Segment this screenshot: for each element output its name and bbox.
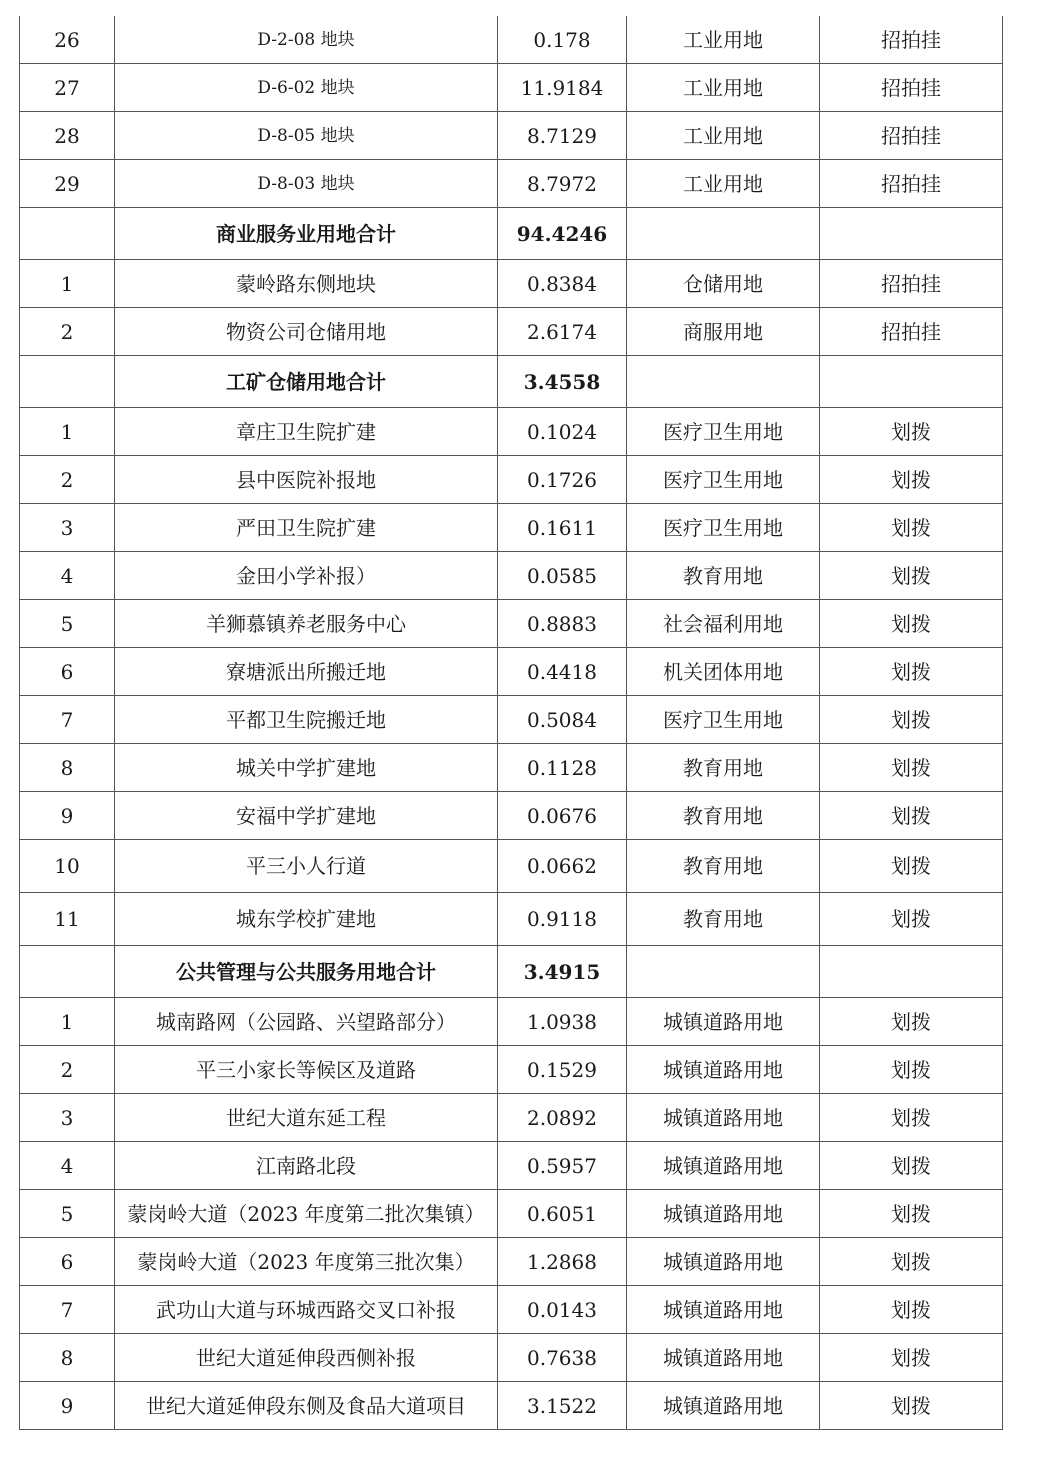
row-number-cell: 9 — [20, 1382, 115, 1430]
table-row — [20, 840, 1003, 893]
table-body — [20, 16, 1003, 1430]
land-use-cell: 商服用地 — [627, 308, 820, 356]
area-cell: 0.0662 — [498, 840, 627, 893]
table-row — [20, 16, 1003, 64]
row-number-cell: 7 — [20, 696, 115, 744]
area-cell: 0.8384 — [498, 260, 627, 308]
subtotal-blank-cell — [20, 208, 115, 260]
supply-method-cell: 划拨 — [820, 998, 1003, 1046]
table-row — [20, 792, 1003, 840]
supply-method-cell: 划拨 — [820, 504, 1003, 552]
parcel-name-cell: D-2-08 地块 — [115, 16, 498, 64]
parcel-name-cell: 章庄卫生院扩建 — [115, 408, 498, 456]
area-cell: 2.6174 — [498, 308, 627, 356]
table-row — [20, 1286, 1003, 1334]
parcel-name-cell: 羊狮慕镇养老服务中心 — [115, 600, 498, 648]
subtotal-label-cell: 工矿仓储用地合计 — [115, 356, 498, 408]
subtotal-blank-cell — [820, 356, 1003, 408]
land-use-cell: 城镇道路用地 — [627, 1190, 820, 1238]
parcel-name-cell: D-6-02 地块 — [115, 64, 498, 112]
supply-method-cell: 划拨 — [820, 648, 1003, 696]
parcel-name-cell: 蒙岗岭大道（2023 年度第三批次集） — [115, 1238, 498, 1286]
area-cell: 0.7638 — [498, 1334, 627, 1382]
land-supply-table — [19, 16, 1003, 1430]
table-row — [20, 456, 1003, 504]
table-row — [20, 1334, 1003, 1382]
land-use-cell: 医疗卫生用地 — [627, 504, 820, 552]
area-cell: 0.1529 — [498, 1046, 627, 1094]
supply-method-cell: 划拨 — [820, 1190, 1003, 1238]
land-use-cell: 医疗卫生用地 — [627, 456, 820, 504]
land-use-cell: 教育用地 — [627, 552, 820, 600]
row-number-cell: 4 — [20, 1142, 115, 1190]
supply-method-cell: 招拍挂 — [820, 16, 1003, 64]
parcel-name-cell: 寮塘派出所搬迁地 — [115, 648, 498, 696]
table-row — [20, 260, 1003, 308]
land-use-cell: 城镇道路用地 — [627, 998, 820, 1046]
parcel-name-cell: 江南路北段 — [115, 1142, 498, 1190]
area-cell: 3.1522 — [498, 1382, 627, 1430]
supply-method-cell: 招拍挂 — [820, 112, 1003, 160]
subtotal-label-cell: 商业服务业用地合计 — [115, 208, 498, 260]
supply-method-cell: 招拍挂 — [820, 260, 1003, 308]
table-row — [20, 1238, 1003, 1286]
row-number-cell: 4 — [20, 552, 115, 600]
row-number-cell: 7 — [20, 1286, 115, 1334]
land-use-cell: 城镇道路用地 — [627, 1238, 820, 1286]
parcel-name-cell: 城南路网（公园路、兴望路部分） — [115, 998, 498, 1046]
land-use-cell: 教育用地 — [627, 840, 820, 893]
row-number-cell: 3 — [20, 504, 115, 552]
supply-method-cell: 招拍挂 — [820, 308, 1003, 356]
row-number-cell: 2 — [20, 1046, 115, 1094]
area-cell: 11.9184 — [498, 64, 627, 112]
area-cell: 1.2868 — [498, 1238, 627, 1286]
table-row — [20, 552, 1003, 600]
table-row — [20, 893, 1003, 946]
area-cell: 0.5957 — [498, 1142, 627, 1190]
table-row — [20, 1094, 1003, 1142]
parcel-name-cell: 平三小家长等候区及道路 — [115, 1046, 498, 1094]
row-number-cell: 11 — [20, 893, 115, 946]
supply-method-cell: 划拨 — [820, 1094, 1003, 1142]
subtotal-blank-cell — [627, 946, 820, 998]
land-use-cell: 医疗卫生用地 — [627, 696, 820, 744]
land-use-cell: 城镇道路用地 — [627, 1094, 820, 1142]
parcel-name-cell: 平都卫生院搬迁地 — [115, 696, 498, 744]
row-number-cell: 9 — [20, 792, 115, 840]
area-cell: 2.0892 — [498, 1094, 627, 1142]
supply-method-cell: 划拨 — [820, 1238, 1003, 1286]
subtotal-area-cell: 3.4915 — [498, 946, 627, 998]
row-number-cell: 8 — [20, 744, 115, 792]
table-row — [20, 112, 1003, 160]
land-use-cell: 机关团体用地 — [627, 648, 820, 696]
subtotal-blank-cell — [627, 208, 820, 260]
parcel-name-cell: 世纪大道东延工程 — [115, 1094, 498, 1142]
supply-method-cell: 划拨 — [820, 1046, 1003, 1094]
table-row — [20, 1046, 1003, 1094]
subtotal-blank-cell — [820, 208, 1003, 260]
area-cell: 1.0938 — [498, 998, 627, 1046]
parcel-name-cell: 城关中学扩建地 — [115, 744, 498, 792]
row-number-cell: 1 — [20, 998, 115, 1046]
table-row — [20, 1382, 1003, 1430]
parcel-name-cell: 世纪大道延伸段东侧及食品大道项目 — [115, 1382, 498, 1430]
parcel-name-cell: D-8-05 地块 — [115, 112, 498, 160]
area-cell: 0.0143 — [498, 1286, 627, 1334]
land-use-cell: 城镇道路用地 — [627, 1334, 820, 1382]
subtotal-blank-cell — [820, 946, 1003, 998]
subtotal-row — [20, 208, 1003, 260]
row-number-cell: 5 — [20, 600, 115, 648]
supply-method-cell: 招拍挂 — [820, 64, 1003, 112]
land-use-cell: 医疗卫生用地 — [627, 408, 820, 456]
row-number-cell: 3 — [20, 1094, 115, 1142]
parcel-name-cell: D-8-03 地块 — [115, 160, 498, 208]
parcel-name-cell: 城东学校扩建地 — [115, 893, 498, 946]
table-row — [20, 1142, 1003, 1190]
row-number-cell: 28 — [20, 112, 115, 160]
area-cell: 8.7972 — [498, 160, 627, 208]
area-cell: 0.178 — [498, 16, 627, 64]
land-use-cell: 城镇道路用地 — [627, 1382, 820, 1430]
row-number-cell: 29 — [20, 160, 115, 208]
table-row — [20, 648, 1003, 696]
land-use-cell: 城镇道路用地 — [627, 1142, 820, 1190]
supply-method-cell: 划拨 — [820, 696, 1003, 744]
parcel-name-cell: 蒙岗岭大道（2023 年度第二批次集镇） — [115, 1190, 498, 1238]
land-use-cell: 教育用地 — [627, 893, 820, 946]
subtotal-row — [20, 946, 1003, 998]
row-number-cell: 2 — [20, 456, 115, 504]
supply-method-cell: 招拍挂 — [820, 160, 1003, 208]
row-number-cell: 5 — [20, 1190, 115, 1238]
table-row — [20, 1190, 1003, 1238]
land-use-cell: 仓储用地 — [627, 260, 820, 308]
land-use-cell: 城镇道路用地 — [627, 1046, 820, 1094]
table-row — [20, 600, 1003, 648]
parcel-name-cell: 物资公司仓储用地 — [115, 308, 498, 356]
supply-method-cell: 划拨 — [820, 456, 1003, 504]
supply-method-cell: 划拨 — [820, 1142, 1003, 1190]
table-row — [20, 308, 1003, 356]
table-row — [20, 744, 1003, 792]
subtotal-blank-cell — [20, 946, 115, 998]
parcel-name-cell: 县中医院补报地 — [115, 456, 498, 504]
subtotal-area-cell: 3.4558 — [498, 356, 627, 408]
area-cell: 0.1726 — [498, 456, 627, 504]
supply-method-cell: 划拨 — [820, 1334, 1003, 1382]
area-cell: 8.7129 — [498, 112, 627, 160]
row-number-cell: 1 — [20, 260, 115, 308]
subtotal-blank-cell — [20, 356, 115, 408]
supply-method-cell: 划拨 — [820, 744, 1003, 792]
area-cell: 0.1128 — [498, 744, 627, 792]
subtotal-area-cell: 94.4246 — [498, 208, 627, 260]
area-cell: 0.5084 — [498, 696, 627, 744]
parcel-name-cell: 安福中学扩建地 — [115, 792, 498, 840]
land-use-cell: 教育用地 — [627, 744, 820, 792]
land-use-cell: 工业用地 — [627, 64, 820, 112]
area-cell: 0.1611 — [498, 504, 627, 552]
supply-method-cell: 划拨 — [820, 1286, 1003, 1334]
table-row — [20, 998, 1003, 1046]
supply-method-cell: 划拨 — [820, 600, 1003, 648]
land-supply-table-container — [19, 16, 1002, 1430]
subtotal-blank-cell — [627, 356, 820, 408]
table-row — [20, 696, 1003, 744]
supply-method-cell: 划拨 — [820, 792, 1003, 840]
land-use-cell: 社会福利用地 — [627, 600, 820, 648]
row-number-cell: 1 — [20, 408, 115, 456]
table-row — [20, 64, 1003, 112]
row-number-cell: 27 — [20, 64, 115, 112]
area-cell: 0.1024 — [498, 408, 627, 456]
area-cell: 0.8883 — [498, 600, 627, 648]
land-use-cell: 工业用地 — [627, 16, 820, 64]
area-cell: 0.0585 — [498, 552, 627, 600]
table-row — [20, 504, 1003, 552]
row-number-cell: 26 — [20, 16, 115, 64]
subtotal-label-cell: 公共管理与公共服务用地合计 — [115, 946, 498, 998]
parcel-name-cell: 平三小人行道 — [115, 840, 498, 893]
land-use-cell: 工业用地 — [627, 160, 820, 208]
land-use-cell: 城镇道路用地 — [627, 1286, 820, 1334]
area-cell: 0.9118 — [498, 893, 627, 946]
supply-method-cell: 划拨 — [820, 552, 1003, 600]
parcel-name-cell: 世纪大道延伸段西侧补报 — [115, 1334, 498, 1382]
land-use-cell: 工业用地 — [627, 112, 820, 160]
area-cell: 0.6051 — [498, 1190, 627, 1238]
area-cell: 0.0676 — [498, 792, 627, 840]
parcel-name-cell: 蒙岭路东侧地块 — [115, 260, 498, 308]
row-number-cell: 10 — [20, 840, 115, 893]
subtotal-row — [20, 356, 1003, 408]
parcel-name-cell: 武功山大道与环城西路交叉口补报 — [115, 1286, 498, 1334]
supply-method-cell: 划拨 — [820, 840, 1003, 893]
table-row — [20, 160, 1003, 208]
land-use-cell: 教育用地 — [627, 792, 820, 840]
parcel-name-cell: 金田小学补报） — [115, 552, 498, 600]
row-number-cell: 6 — [20, 1238, 115, 1286]
row-number-cell: 8 — [20, 1334, 115, 1382]
parcel-name-cell: 严田卫生院扩建 — [115, 504, 498, 552]
table-row — [20, 408, 1003, 456]
row-number-cell: 2 — [20, 308, 115, 356]
supply-method-cell: 划拨 — [820, 893, 1003, 946]
supply-method-cell: 划拨 — [820, 1382, 1003, 1430]
row-number-cell: 6 — [20, 648, 115, 696]
area-cell: 0.4418 — [498, 648, 627, 696]
supply-method-cell: 划拨 — [820, 408, 1003, 456]
